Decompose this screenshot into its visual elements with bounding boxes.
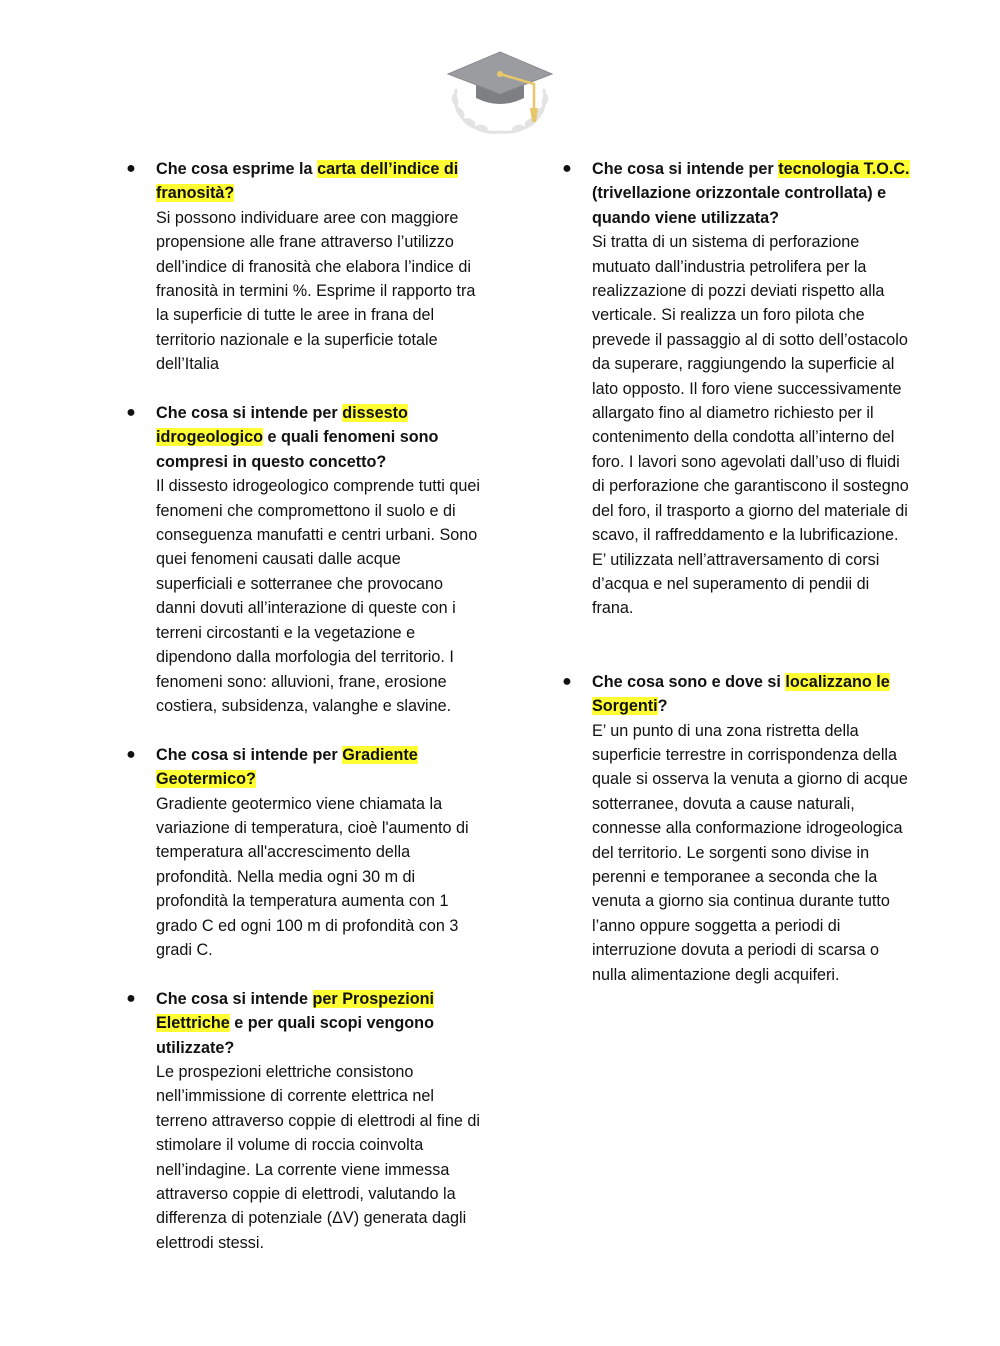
list-item	[560, 670, 910, 987]
question: Che cosa si intende per tecnologia T.O.C. (trivellazione orizzontale controllata) e quando viene utilizzata?	[592, 160, 910, 227]
answer: Le prospezioni elettriche consistono nell’immissione di corrente elettrica nel terreno attraverso coppie di elettrodi al fine di stimolare il volume di roccia coinvolta nell’indagine. La corrente viene immessa attraverso coppie di elettrodi, valutando la differenza di potenziale (ΔV) generata dagli elettrodi stessi.	[156, 1062, 480, 1252]
answer: E’ un punto di una zona ristretta della superficie terrestre in corrispondenza della quale si osserva la venuta a giorno di acque sotterranee, dovuta a cause naturali, connesse alla conformazione idrogeologica del territorio. Le sorgenti sono divise in perenni e temporanee a seconda che la venuta a giorno sia continua durante tutto l’anno oppure soggetta a periodi di interruzione dovuta a periodi di scarsa o nulla alimentazione degli acquiferi.	[592, 721, 908, 984]
question: Che cosa esprime la carta dell’indice di franosità?	[156, 160, 459, 203]
highlight: dissesto idrogeologico	[156, 404, 408, 447]
highlight: Gradiente Geotermico?	[156, 745, 418, 789]
left-column	[124, 157, 480, 1255]
bullet-icon: ●	[126, 989, 136, 1007]
highlight: per Prospezioni Elettriche	[156, 989, 434, 1033]
highlight: localizzano le Sorgenti	[592, 672, 890, 716]
answer: Gradiente geotermico viene chiamata la variazione di temperatura, cioè l'aumento di temperatura all'accrescimento della profondità. Nella media ogni 30 m di profondità la temperatura aumenta con 1 grado C ed ogni 100 m di profondità con 3 gradi C.	[156, 794, 469, 959]
question: Che cosa sono e dove si localizzano le Sorgenti?	[592, 672, 890, 716]
answer: Si tratta di un sistema di perforazione mutuato dall’industria petrolifera per la realizzazione di pozzi deviati rispetto alla verticale. Si realizza un foro pilota che prevede il passaggio al di sotto dell’ostacolo da superare, raggiungendo la superficie al lato opposto. Il foro viene successivamente allargato fino al diametro richiesto per il contenimento della condotta all’interno del foro. I lavori sono agevolati dall’uso di fluidi di perforazione che garantiscono il sostegno del foro, il trasporto a giorno del materiale di scavo, il raffreddamento e la lubrificazione. E’ utilizzata nell’attraversamento di corsi d’acqua e nel superamento di pendii di frana.	[592, 233, 909, 618]
right-column	[560, 157, 910, 987]
highlight: carta dell’indice di franosità?	[156, 160, 459, 203]
question: Che cosa si intende per Prospezioni Elettriche e per quali scopi vengono utilizzate?	[156, 989, 434, 1057]
highlight: tecnologia T.O.C.	[778, 160, 910, 178]
question: Che cosa si intende per dissesto idrogeologico e quali fenomeni sono compresi in questo concetto?	[156, 404, 439, 471]
list-item	[124, 157, 480, 377]
bullet-icon: ●	[126, 404, 136, 422]
answer: Si possono individuare aree con maggiore propensione alle frane attraverso l’utilizzo dell’indice di franosità che elabora l’indice di franosità in termini %. Esprime il rapporto tra la superficie di tutte le aree in frana del territorio nazionale e la superficie totale dell’Italia	[156, 208, 476, 374]
question: Che cosa si intende per Gradiente Geotermico?	[156, 745, 418, 789]
graduation-cap-icon	[446, 48, 554, 138]
list-item	[124, 743, 480, 963]
list-item	[124, 987, 480, 1255]
list-item	[124, 401, 480, 718]
list-item	[560, 157, 910, 621]
bullet-icon: ●	[126, 745, 136, 763]
bullet-icon: ●	[562, 160, 572, 177]
bullet-icon: ●	[126, 160, 136, 177]
answer: Il dissesto idrogeologico comprende tutti quei fenomeni che compromettono il suolo e di conseguenza manufatti e centri urbani. Sono quei fenomeni causati dalle acque superficiali e sotterranee che provocano danni dovuti all’interazione di queste con i terreni circostanti e la vegetazione e dipendono dalla morfologia del territorio. I fenomeni sono: alluvioni, frane, erosione costiera, subsidenza, valanghe e slavine.	[156, 477, 480, 715]
bullet-icon: ●	[562, 672, 572, 690]
